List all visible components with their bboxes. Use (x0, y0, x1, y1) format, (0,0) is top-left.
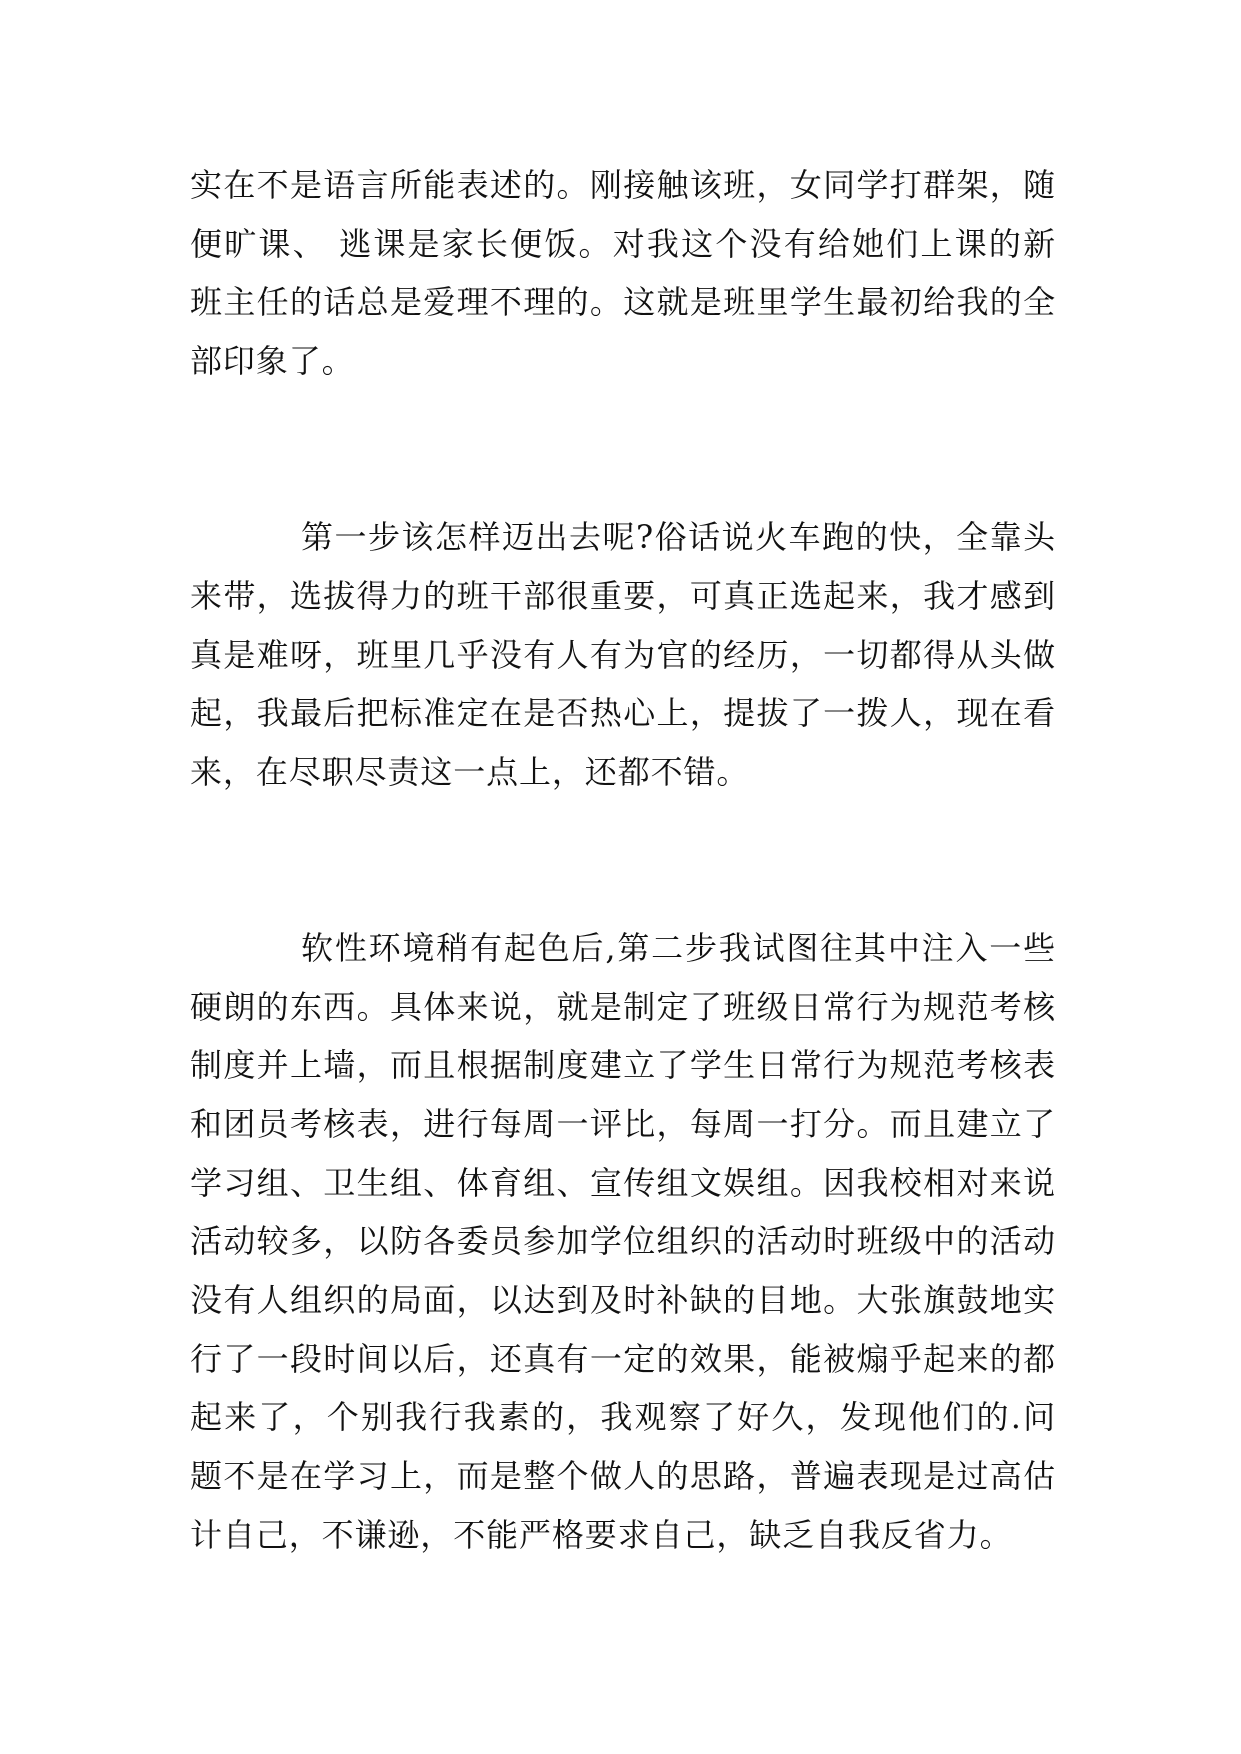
paragraph-1-line-4: 部印象了。 (190, 342, 355, 381)
paragraph-1-line-3: 班主任的话总是爱理不理的。这就是班里学生最初给我的全 (190, 283, 1056, 322)
paragraph-3-line-11: 计自己，不谦逊，不能严格要求自己，缺乏自我反省力。 (190, 1515, 1013, 1554)
paragraph-1-line-1: 实在不是语言所能表述的。刚接触该班，女同学打群架，随 (190, 166, 1056, 204)
paragraph-3 (190, 919, 1056, 1565)
paragraph-3-line-1: 软性环境稍有起色后,第二步我试图往其中注入一些 (301, 928, 1056, 967)
body-text (190, 156, 1056, 1565)
paragraph-3-line-3: 制度并上墙，而且根据制度建立了学生日常行为规范考核表 (190, 1046, 1056, 1085)
paragraph-3-line-5: 学习组、卫生组、体育组、宣传组文娱组。因我校相对来说 (190, 1163, 1056, 1202)
paragraph-2-line-1: 第一步该怎样迈出去呢?俗话说火车跑的快，全靠头 (301, 518, 1056, 557)
paragraph-3-line-7: 没有人组织的局面，以达到及时补缺的目地。大张旗鼓地实 (190, 1281, 1056, 1320)
paragraph-3-line-9: 起来了，个别我行我素的，我观察了好久，发现他们的.问 (190, 1398, 1056, 1437)
paragraph-2-line-3: 真是难呀，班里几乎没有人有为官的经历，一切都得从头做 (190, 635, 1056, 674)
paragraph-3-line-2: 硬朗的东西。具体来说，就是制定了班级日常行为规范考核 (190, 987, 1056, 1026)
paragraph-3-line-4: 和团员考核表，进行每周一评比，每周一打分。而且建立了 (190, 1105, 1056, 1144)
paragraph-3-line-6: 活动较多，以防各委员参加学位组织的活动时班级中的活动 (190, 1222, 1056, 1261)
paragraph-2-line-4: 起，我最后把标准定在是否热心上，提拔了一拨人，现在看 (190, 694, 1056, 733)
paragraph-2 (190, 508, 1056, 801)
paragraph-3-line-8: 行了一段时间以后，还真有一定的效果，能被煽乎起来的都 (190, 1339, 1056, 1378)
paragraph-2-line-2: 来带，选拔得力的班干部很重要，可真正选起来，我才感到 (190, 576, 1056, 615)
paragraph-3-line-10: 题不是在学习上，而是整个做人的思路，普遍表现是过高估 (190, 1457, 1056, 1496)
paragraph-1-line-2: 便旷课、 逃课是家长便饭。对我这个没有给她们上课的新 (190, 224, 1056, 263)
paragraph-2-line-5: 来，在尽职尽责这一点上，还都不错。 (190, 752, 750, 791)
paragraph-1 (190, 156, 1056, 391)
